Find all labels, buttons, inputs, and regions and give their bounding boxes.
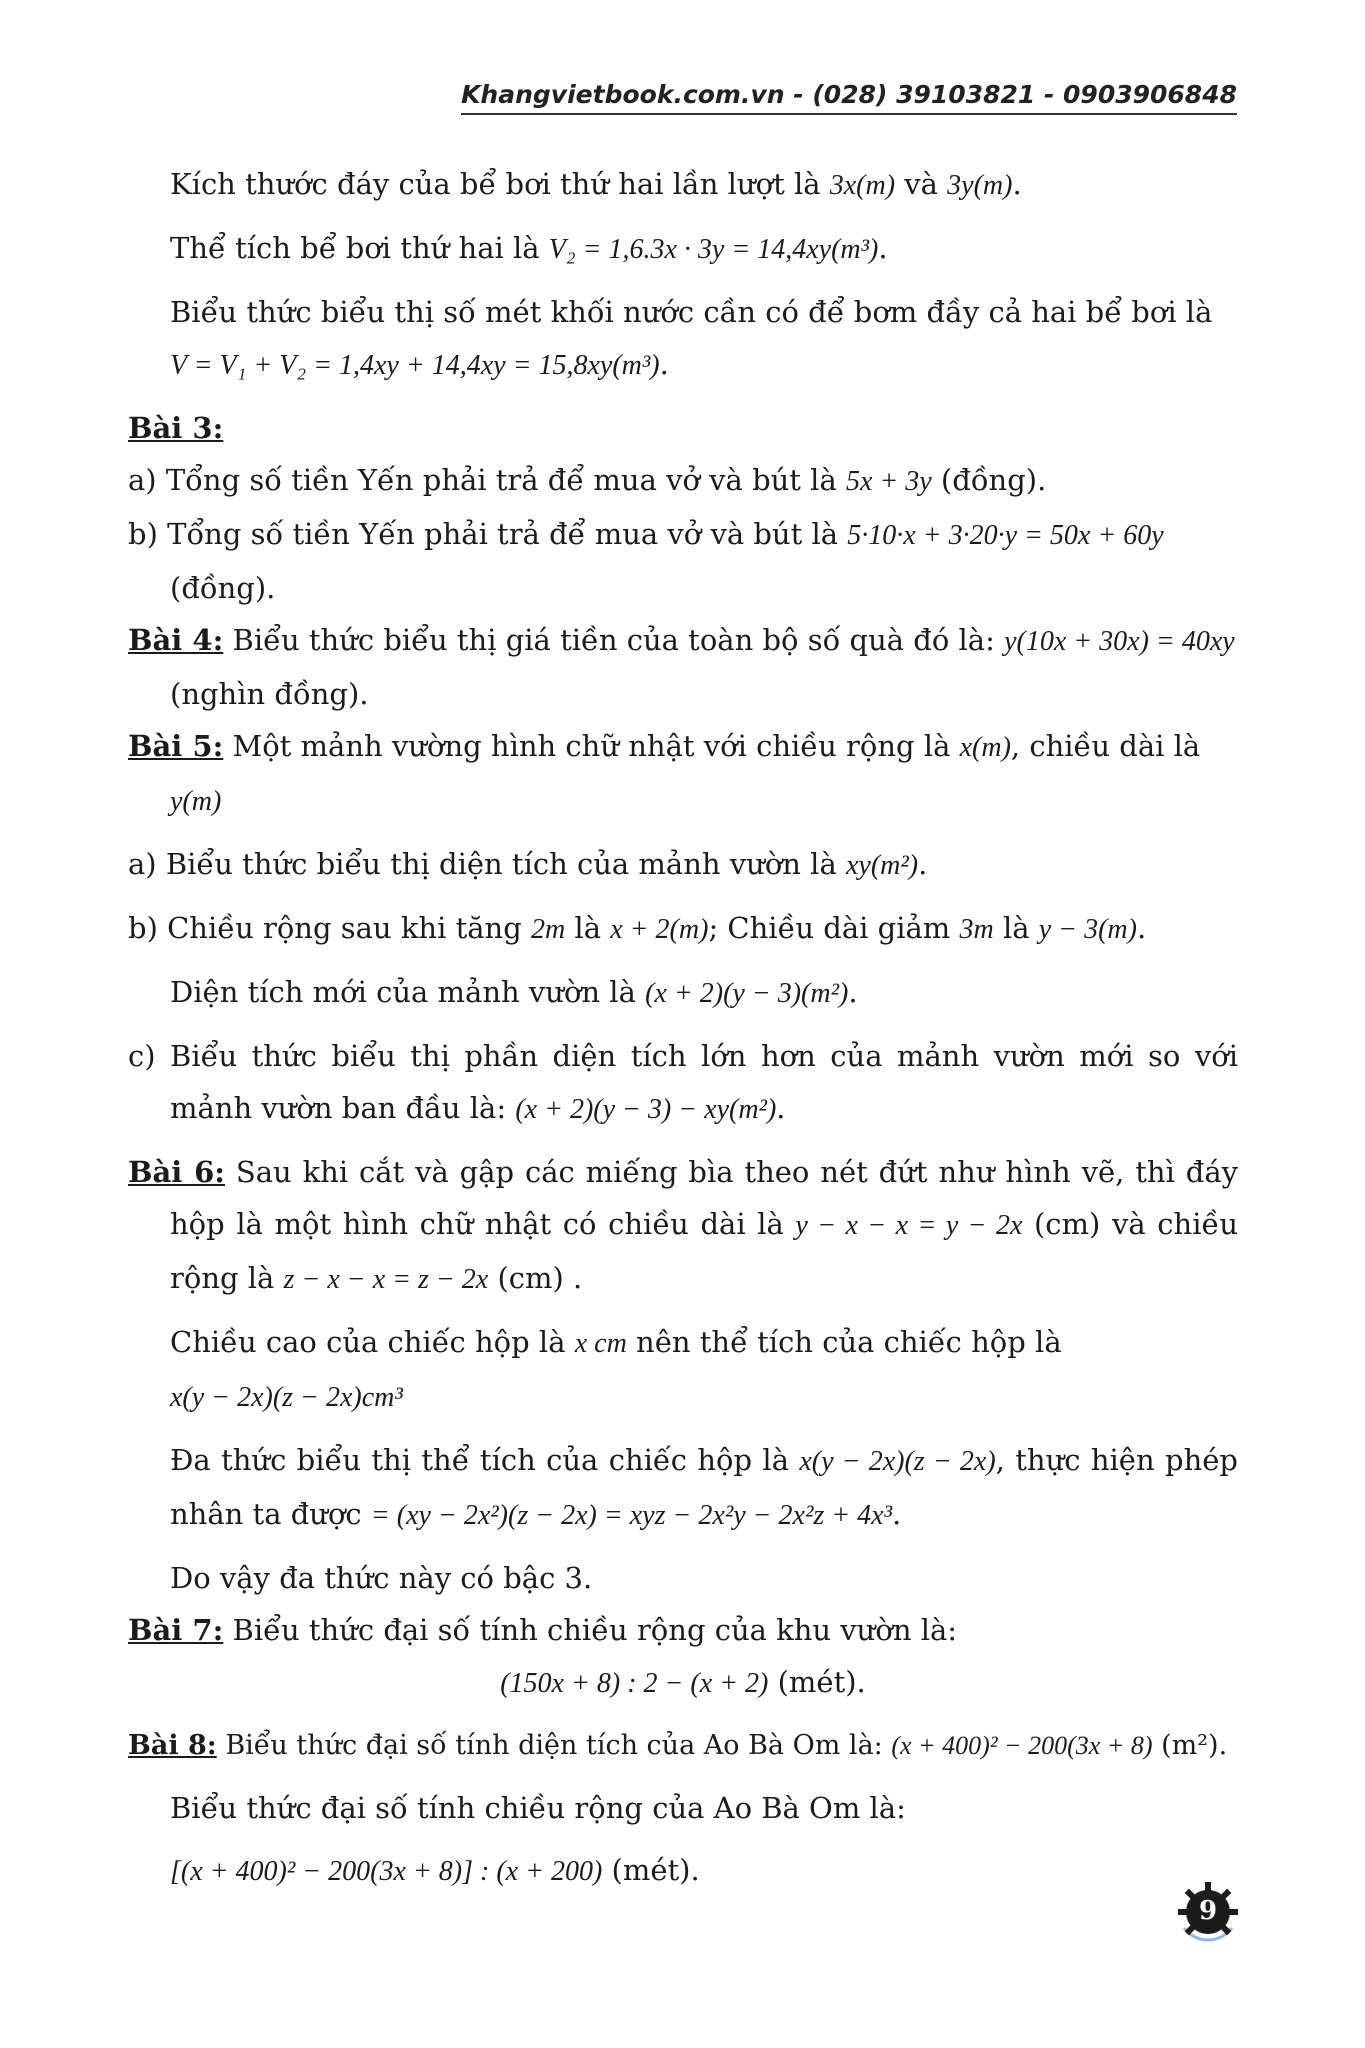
math-expression: 3m (959, 914, 994, 945)
math-expression: y − x − x = y − 2x (795, 1210, 1023, 1241)
text-line: Thể tích bể bơi thứ hai là V₂ = 1,6.3x · 3y = 14,4xy(m³). (170, 231, 888, 265)
text-line: Diện tích mới của mảnh vườn là (x + 2)(y − 3)(m²). (170, 975, 858, 1009)
page-number-badge (1176, 1882, 1240, 1946)
math-expression: [(x + 400)² − 200(3x + 8)] : (x + 200) (170, 1856, 603, 1887)
text-line: Kích thước đáy của bể bơi thứ hai lần lượt là 3x(m) và 3y(m). (170, 167, 1022, 201)
math-expression: x(y − 2x)(z − 2x) (799, 1446, 996, 1477)
math-expression: (x + 2)(y − 3) − xy(m²) (515, 1094, 777, 1125)
exercise-label: Bài 4: (128, 623, 224, 657)
publisher-header: Khangvietbook.com.vn - (028) 39103821 - 0903906848 (461, 80, 1237, 115)
text-line: b) Tổng số tiền Yến phải trả để mua vở và bút là 5·10·x + 3·20·y = 50x + 60y (128, 517, 1164, 551)
math-expression: V₂ = 1,6.3x · 3y = 14,4xy(m³) (548, 234, 879, 265)
exercise-label: Bài 7: (128, 1613, 224, 1647)
math-expression: z − x − x = z − 2x (283, 1264, 489, 1295)
text-paragraph: Bài 6: Sau khi cắt và gập các miếng bìa theo nét đứt như hình vẽ, thì đáy hộp là một hình chữ nhật có chiều dài là y − x − x = y − 2x (cm) và chiều rộng là z − x − x = z − 2x (cm) . (128, 1155, 1238, 1295)
math-expression: x cm (574, 1328, 627, 1359)
text-line: Biểu thức đại số tính chiều rộng của Ao Bà Om là: (170, 1791, 906, 1825)
math-expression: y − 3(m) (1038, 914, 1137, 945)
page-number: 9 (1198, 1896, 1218, 1926)
math-expression: (x + 400)² − 200(3x + 8) (891, 1731, 1153, 1760)
text-line: Do vậy đa thức này có bậc 3. (170, 1561, 593, 1595)
text-line: (nghìn đồng). (170, 677, 369, 711)
text-line: V = V₁ + V₂ = 1,4xy + 14,4xy = 15,8xy(m³). (170, 347, 669, 381)
text-line: Biểu thức biểu thị số mét khối nước cần có để bơm đầy cả hai bể bơi là (170, 295, 1213, 329)
math-expression: 3x(m) (829, 170, 896, 201)
math-expression: = (xy − 2x²)(z − 2x) = xyz − 2x²y − 2x²z + 4x³ (370, 1500, 892, 1531)
exercise-label: Bài 6: (128, 1155, 225, 1189)
math-expression: x + 2(m) (610, 914, 709, 945)
math-expression: V = V₁ + V₂ = 1,4xy + 14,4xy = 15,8xy(m³) (170, 350, 660, 381)
page-content (128, 150, 1238, 1898)
math-expression: y(m) (170, 786, 222, 817)
math-expression: 5x + 3y (845, 466, 932, 497)
text-line: Bài 7: Biểu thức đại số tính chiều rộng của khu vườn là: (128, 1613, 958, 1647)
math-expression: xy(m²) (845, 850, 919, 881)
text-line: Bài 4: Biểu thức biểu thị giá tiền của toàn bộ số quà đó là: y(10x + 30x) = 40xy (128, 623, 1235, 657)
math-expression: 2m (530, 914, 566, 945)
exercise-label: Bài 8: (128, 1730, 217, 1761)
math-expression: 3y(m) (947, 170, 1013, 201)
text-paragraph: Chiều cao của chiếc hộp là x cm nên thể tích của chiếc hộp là x(y − 2x)(z − 2x)cm³ (170, 1325, 1062, 1413)
text-line: a) Biểu thức biểu thị diện tích của mảnh vườn là xy(m²). (128, 847, 928, 881)
centered-formula: (150x + 8) : 2 − (x + 2) (mét). (500, 1665, 866, 1699)
math-expression: (150x + 8) : 2 − (x + 2) (500, 1668, 769, 1699)
math-expression: (x + 2)(y − 3)(m²) (645, 978, 849, 1009)
text-line: a) Tổng số tiền Yến phải trả để mua vở và bút là 5x + 3y (đồng). (128, 463, 1047, 497)
text-line: Bài 8: Biểu thức đại số tính diện tích của Ao Bà Om là: (x + 400)² − 200(3x + 8) (m²). (128, 1730, 1228, 1761)
exercise-heading (128, 402, 1238, 454)
math-expression: x(y − 2x)(z − 2x)cm³ (170, 1382, 403, 1413)
math-expression: y(10x + 30x) = 40xy (1004, 626, 1235, 657)
math-expression: x(m) (959, 732, 1011, 763)
exercise-label: Bài 5: (128, 729, 224, 763)
math-expression: 5·10·x + 3·20·y = 50x + 60y (847, 520, 1164, 551)
text-line: (đồng). (170, 571, 276, 605)
text-paragraph: c) Biểu thức biểu thị phần diện tích lớn hơn của mảnh vườn mới so với mảnh vườn ban đầu là: (x + 2)(y − 3) − xy(m²). (128, 1039, 1238, 1125)
text-paragraph: Đa thức biểu thị thể tích của chiếc hộp là x(y − 2x)(z − 2x), thực hiện phép nhân ta được = (xy − 2x²)(z − 2x) = xyz − 2x²y − 2x²z + 4x³. (170, 1443, 1238, 1531)
text-line: b) Chiều rộng sau khi tăng 2m là x + 2(m); Chiều dài giảm 3m là y − 3(m). (128, 911, 1147, 945)
text-line: [(x + 400)² − 200(3x + 8)] : (x + 200) (mét). (170, 1853, 700, 1887)
text-line: Bài 5: Một mảnh vường hình chữ nhật với chiều rộng là x(m), chiều dài là (128, 729, 1201, 763)
exercise-label: Bài 3: (128, 411, 224, 445)
text-line (128, 774, 1238, 828)
